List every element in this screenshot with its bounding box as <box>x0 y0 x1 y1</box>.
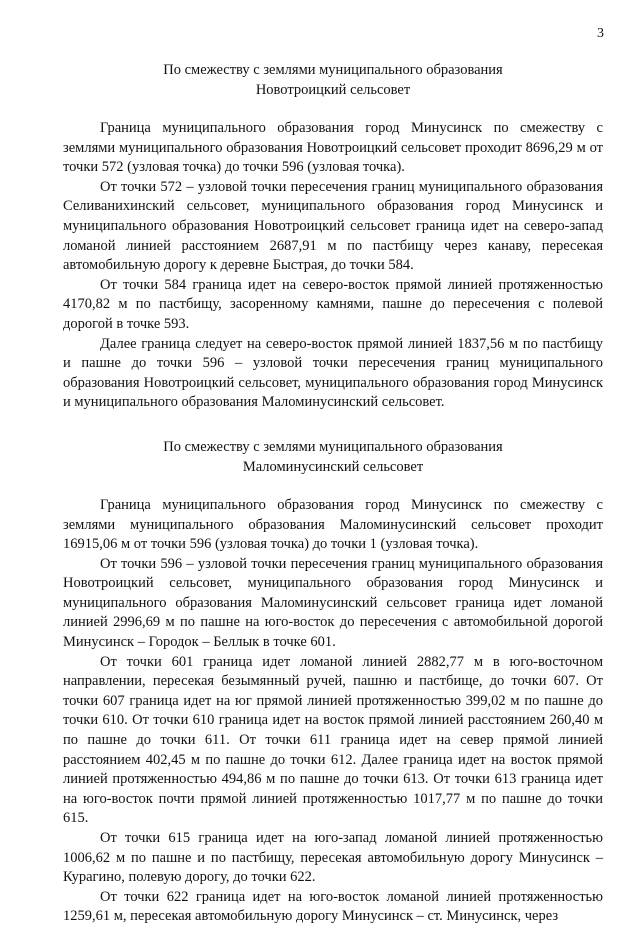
paragraph: От точки 601 граница идет ломаной линией 2882,77 м в юго-восточном направлении, пересекая безымянный ручей, пашню и пастбище, до точки 607. От точки 607 граница идет на юг прямой линией протяженностью 399,02 м по пашне до точки 610. От точки 610 граница идет на восток прямой линией расстоянием 260,40 м по пашне до точки 611. От точки 611 граница идет на север прямой линией расстоянием 402,45 м по пашне до точки 612. Далее граница идет на восток прямой линией протяженностью 494,86 м по пашне до точки 613. От точки 613 граница идет на юго-восток почти прямой линией протяженностью 1017,77 м по пашне до точки 615. <box>63 653 603 827</box>
section-heading-malominusinsky <box>63 437 603 477</box>
section-body-malominusinsky <box>63 496 603 927</box>
paragraph: Граница муниципального образования город Минусинск по смежеству с землями муниципального образования Маломинусинский сельсовет проходит 16915,06 м от точки 596 (узловая точка) до точки 1 (узловая точка). <box>63 496 603 553</box>
heading-line: По смежеству с землями муниципального образования <box>163 438 503 455</box>
paragraph: Граница муниципального образования город Минусинск по смежеству с землями муниципального образования Новотроицкий сельсовет проходит 8696,29 м от точки 572 (узловая точка) до точки 596 (узловая точка). <box>63 120 603 176</box>
paragraph: От точки 572 – узловой точки пересечения границ муниципального образования Селиванихинский сельсовет, муниципального образования город Минусинск и муниципального образования Новотроицкий сельсовет граница идет на северо-запад ломаной линией расстоянием 2687,91 м по пастбищу через канаву, пересекая автомобильную дорогу к деревне Быстрая, до точки 584. <box>63 178 603 274</box>
heading-line: По смежеству с землями муниципального образования <box>163 62 503 78</box>
paragraph: От точки 622 граница идет на юго-восток ломаной линией протяженностью 1259,61 м, пересекая автомобильную дорогу Минусинск – ст. Минусинск, через <box>63 888 603 925</box>
page-number: 3 <box>597 26 604 41</box>
section-body-novotroitsky <box>63 119 603 413</box>
heading-line: Новотроицкий сельсовет <box>255 82 411 98</box>
paragraph: От точки 596 – узловой точки пересечения границ муниципального образования Новотроицкий сельсовет, муниципального образования город Минусинск и муниципального образования Маломинусинский сельсовет граница идет ломаной линией 2996,69 м по пашне на юго-восток до пересечения с автомобильной дорогой Минусинск – Городок – Беллык в точке 601. <box>63 555 603 651</box>
paragraph: От точки 584 граница идет на северо-восток прямой линией протяженностью 4170,82 м по пастбищу, засоренному камнями, пашне до пересечения с полевой дорогой в точке 593. <box>63 276 603 332</box>
paragraph: Далее граница следует на северо-восток прямой линией 1837,56 м по пастбищу и пашне до точки 596 – узловой точки пересечения границ муниципального образования Новотроицкий сельсовет, муниципального образования город Минусинск и муниципального образования Маломинусинский сельсовет. <box>63 335 603 411</box>
document-body <box>63 60 603 927</box>
heading-line: Маломинусинский сельсовет <box>242 458 424 475</box>
paragraph: От точки 615 граница идет на юго-запад ломаной линией протяженностью 1006,62 м по пашне и по пастбищу, пересекая автомобильную дорогу Минусинск – Курагино, полевую дорогу, до точки 622. <box>63 830 603 886</box>
section-heading-novotroitsky <box>63 60 603 100</box>
